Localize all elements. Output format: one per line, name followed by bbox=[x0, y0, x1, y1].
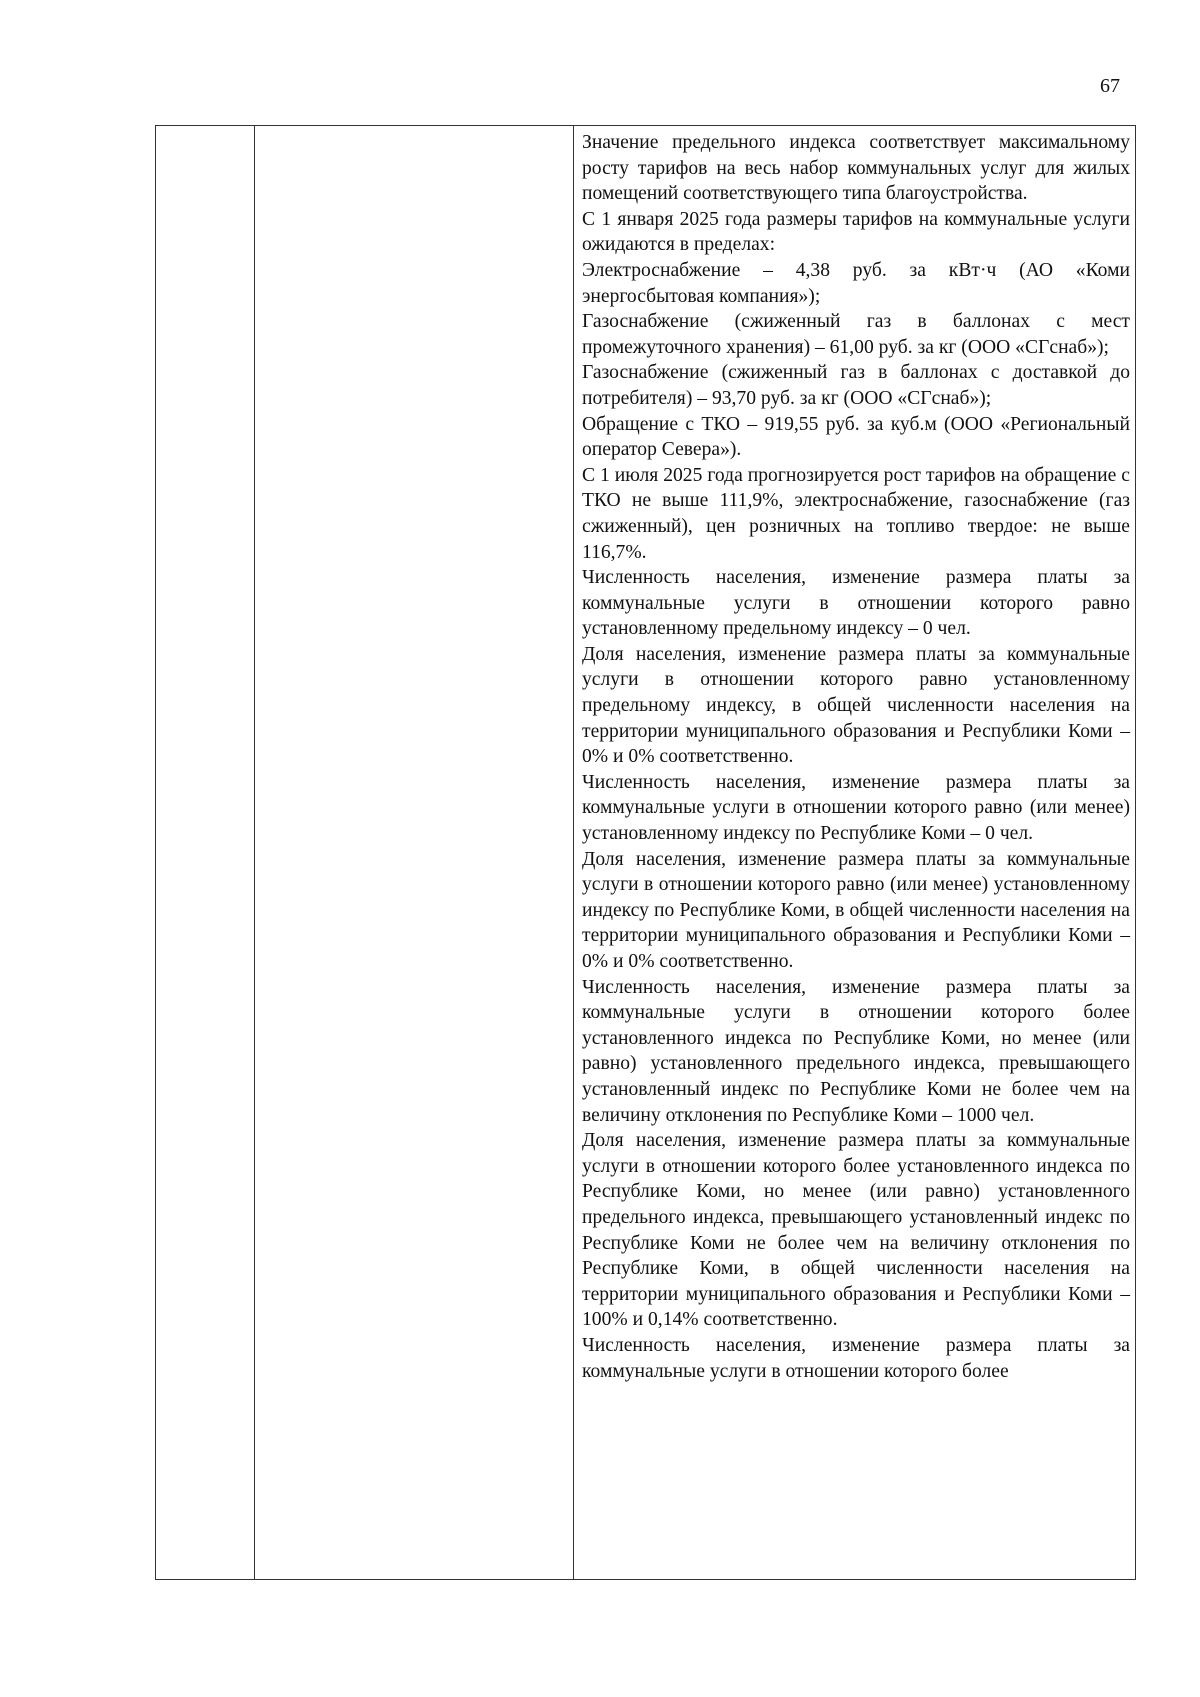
paragraph: Значение предельного индекса соответствует максимальному росту тарифов на весь набор коммунальных услуг для жилых помещений соответствующего типа благоустройства. bbox=[582, 132, 1130, 205]
paragraph: Обращение с ТКО – 919,55 руб. за куб.м (ООО «Региональный оператор Севера»). bbox=[582, 413, 1130, 461]
paragraph: Численность населения, изменение размера платы за коммунальные услуги в отношении которого равно установленному предельному индексу – 0 чел. bbox=[582, 567, 1130, 640]
table-column-divider bbox=[573, 126, 574, 1579]
paragraph: Доля населения, изменение размера платы за коммунальные услуги в отношении которого более установленного индекса по Республике Коми, но менее (или равно) установленного предельного индекса, превышающего установленный индекс по Республике Коми не более чем на величину отклонения по Республике Коми, в общей численности населения на территории муниципального образования и Республики Коми – 100% и 0,14% соответственно. bbox=[582, 1130, 1130, 1331]
paragraph: С 1 января 2025 года размеры тарифов на коммунальные услуги ожидаются в пределах: bbox=[582, 208, 1130, 256]
paragraph: Электроснабжение – 4,38 руб. за кВт·ч (АО «Коми энергосбытовая компания»); bbox=[582, 259, 1130, 307]
paragraph: Доля населения, изменение размера платы за коммунальные услуги в отношении которого равно установленному предельному индексу, в общей численности населения на территории муниципального образования и Республики Коми – 0% и 0% соответственно. bbox=[582, 643, 1130, 768]
paragraph: Численность населения, изменение размера платы за коммунальные услуги в отношении которого более bbox=[582, 1334, 1130, 1382]
paragraph: Газоснабжение (сжиженный газ в баллонах с доставкой до потребителя) – 93,70 руб. за кг (ООО «СГснаб»); bbox=[582, 362, 1130, 409]
table-cell-description bbox=[582, 130, 1130, 1384]
paragraph: Численность населения, изменение размера платы за коммунальные услуги в отношении которого более установленного индекса по Республике Коми, но менее (или равно) установленного предельного индекса, превышающего установленный индекс по Республике Коми не более чем на величину отклонения по Республике Коми – 1000 чел. bbox=[582, 976, 1130, 1126]
table-column-divider bbox=[254, 126, 255, 1579]
paragraph: Доля населения, изменение размера платы за коммунальные услуги в отношении которого равно (или менее) установленному индексу по Республике Коми, в общей численности населения на территории муниципального образования и Республики Коми – 0% и 0% соответственно. bbox=[582, 848, 1130, 972]
document-table bbox=[155, 125, 1136, 1580]
paragraph: Газоснабжение (сжиженный газ в баллонах с мест промежуточного хранения) – 61,00 руб. за кг (ООО «СГснаб»); bbox=[582, 311, 1130, 358]
paragraph: С 1 июля 2025 года прогнозируется рост тарифов на обращение с ТКО не выше 111,9%, электроснабжение, газоснабжение (газ сжиженный), цен розничных на топливо твердое: не выше 116,7%. bbox=[582, 464, 1130, 563]
page-number: 67 bbox=[1100, 75, 1120, 97]
paragraph: Численность населения, изменение размера платы за коммунальные услуги в отношении которого равно (или менее) установленному индексу по Республике Коми – 0 чел. bbox=[582, 771, 1130, 845]
